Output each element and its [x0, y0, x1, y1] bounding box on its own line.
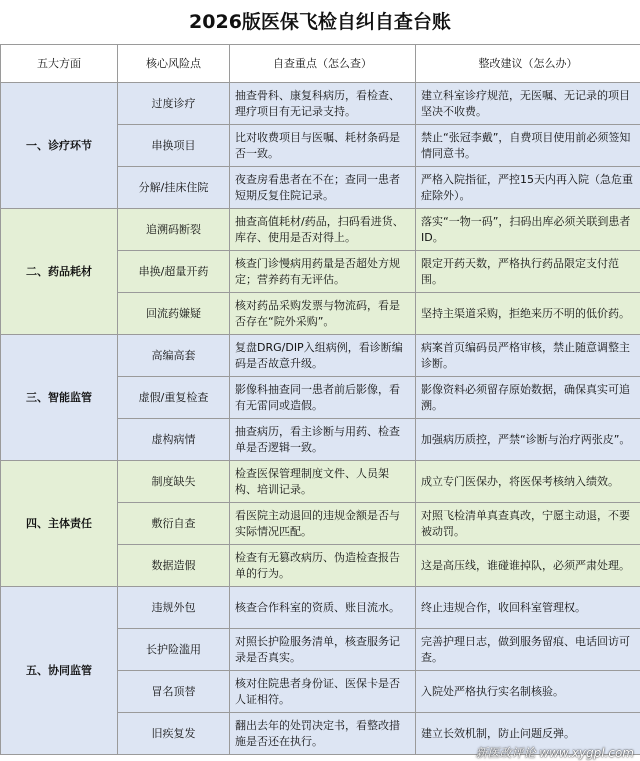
- fix-cell: 影像资料必须留存原始数据，确保真实可追溯。: [416, 377, 640, 419]
- check-cell: 核查合作科室的资质、账目流水。: [230, 587, 416, 629]
- aspect-cell: 二、药品耗材: [1, 209, 118, 335]
- fix-cell: 完善护理日志，做到服务留痕、电话回访可查。: [416, 629, 640, 671]
- risk-cell: 制度缺失: [118, 461, 230, 503]
- risk-cell: 过度诊疗: [118, 83, 230, 125]
- check-cell: 检查医保管理制度文件、人员架构、培训记录。: [230, 461, 416, 503]
- check-cell: 比对收费项目与医嘱、耗材条码是否一致。: [230, 125, 416, 167]
- check-cell: 核对药品采购发票与物流码，看是否存在“院外采购”。: [230, 293, 416, 335]
- table-row: [1, 209, 640, 251]
- risk-cell: 分解/挂床住院: [118, 167, 230, 209]
- fix-cell: 成立专门医保办，将医保考核纳入绩效。: [416, 461, 640, 503]
- risk-cell: 追溯码断裂: [118, 209, 230, 251]
- check-cell: 对照长护险服务清单，核查服务记录是否真实。: [230, 629, 416, 671]
- risk-cell: 回流药嫌疑: [118, 293, 230, 335]
- fix-cell: 严格入院指征，严控15天内再入院（急危重症除外）。: [416, 167, 640, 209]
- page-title: 2026版医保飞检自纠自查台账: [0, 0, 640, 45]
- fix-cell: 入院处严格执行实名制核验。: [416, 671, 640, 713]
- fix-cell: 对照飞检清单真查真改，宁愿主动退，不要被动罚。: [416, 503, 640, 545]
- fix-cell: 病案首页编码员严格审核，禁止随意调整主诊断。: [416, 335, 640, 377]
- check-cell: 核查门诊慢病用药量是否超处方规定；营养药有无评估。: [230, 251, 416, 293]
- risk-cell: 高编高套: [118, 335, 230, 377]
- risk-cell: 虚假/重复检查: [118, 377, 230, 419]
- risk-cell: 敷衍自查: [118, 503, 230, 545]
- table-row: [1, 587, 640, 629]
- risk-cell: 旧疾复发: [118, 713, 230, 755]
- risk-cell: 串换项目: [118, 125, 230, 167]
- check-cell: 夜查房看患者在不在；查同一患者短期反复住院记录。: [230, 167, 416, 209]
- risk-cell: 数据造假: [118, 545, 230, 587]
- table-row: [1, 335, 640, 377]
- risk-cell: 虚构病情: [118, 419, 230, 461]
- check-cell: 抽查骨科、康复科病历，看检查、理疗项目有无记录支持。: [230, 83, 416, 125]
- check-cell: 影像科抽查同一患者前后影像，看有无雷同或造假。: [230, 377, 416, 419]
- aspect-cell: 三、智能监管: [1, 335, 118, 461]
- risk-cell: 违规外包: [118, 587, 230, 629]
- aspect-cell: 四、主体责任: [1, 461, 118, 587]
- fix-cell: 坚持主渠道采购，拒绝来历不明的低价药。: [416, 293, 640, 335]
- watermark: 新医改评论 www.xygpl.com: [475, 746, 634, 760]
- check-cell: 复盘DRG/DIP入组病例，看诊断编码是否故意升级。: [230, 335, 416, 377]
- fix-cell: 禁止“张冠李戴”，自费项目使用前必须签知情同意书。: [416, 125, 640, 167]
- risk-cell: 冒名顶替: [118, 671, 230, 713]
- risk-cell: 长护险滥用: [118, 629, 230, 671]
- fix-cell: 建立长效机制，防止问题反弹。: [416, 713, 640, 755]
- aspect-cell: 五、协同监管: [1, 587, 118, 755]
- fix-cell: 加强病历质控，严禁“诊断与治疗两张皮”。: [416, 419, 640, 461]
- fix-cell: 这是高压线，谁碰谁掉队，必须严肃处理。: [416, 545, 640, 587]
- check-cell: 翻出去年的处罚决定书，看整改措施是否还在执行。: [230, 713, 416, 755]
- check-cell: 抽查病历，看主诊断与用药、检查单是否逻辑一致。: [230, 419, 416, 461]
- table-row: [1, 83, 640, 125]
- header-risk: 核心风险点: [118, 45, 230, 83]
- header-check: 自查重点（怎么查）: [230, 45, 416, 83]
- header-aspect: 五大方面: [1, 45, 118, 83]
- aspect-cell: 一、诊疗环节: [1, 83, 118, 209]
- fix-cell: 建立科室诊疗规范，无医嘱、无记录的项目坚决不收费。: [416, 83, 640, 125]
- check-cell: 检查有无篡改病历、伪造检查报告单的行为。: [230, 545, 416, 587]
- fix-cell: 终止违规合作，收回科室管理权。: [416, 587, 640, 629]
- header-fix: 整改建议（怎么办）: [416, 45, 640, 83]
- header-row: [1, 45, 640, 83]
- check-cell: 核对住院患者身份证、医保卡是否人证相符。: [230, 671, 416, 713]
- check-cell: 看医院主动退回的违规金额是否与实际情况匹配。: [230, 503, 416, 545]
- check-cell: 抽查高值耗材/药品，扫码看进货、库存、使用是否对得上。: [230, 209, 416, 251]
- risk-cell: 串换/超量开药: [118, 251, 230, 293]
- fix-cell: 落实“一物一码”，扫码出库必须关联到患者ID。: [416, 209, 640, 251]
- ledger-table: [0, 44, 640, 755]
- table-row: [1, 461, 640, 503]
- fix-cell: 限定开药天数，严格执行药品限定支付范围。: [416, 251, 640, 293]
